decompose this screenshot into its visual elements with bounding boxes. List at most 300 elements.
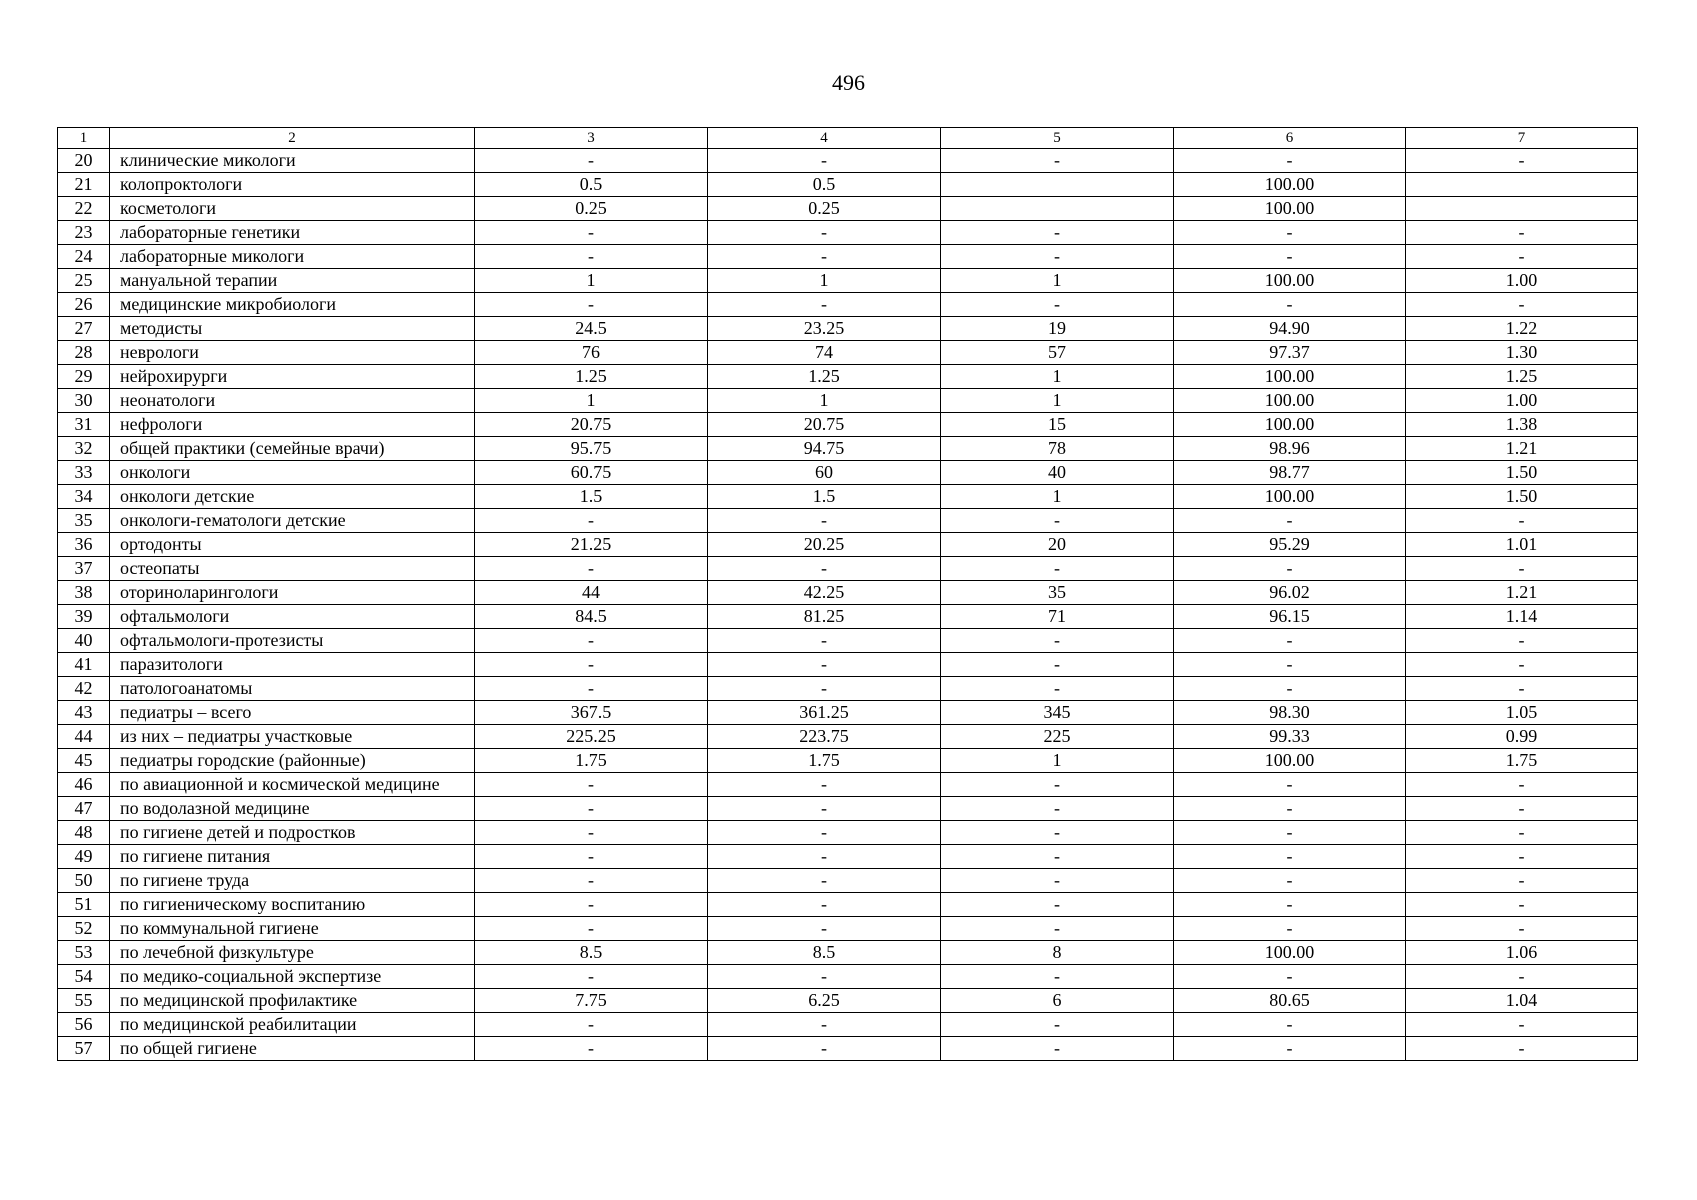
table-row bbox=[58, 293, 1638, 317]
header-cell-col-3: 3 bbox=[475, 128, 708, 149]
value-cell-col-4: 81.25 bbox=[708, 605, 941, 629]
value-cell-col-4: 23.25 bbox=[708, 317, 941, 341]
value-cell-col-4: - bbox=[708, 293, 941, 317]
value-cell-col-6: 100.00 bbox=[1174, 197, 1406, 221]
value-cell-col-6: - bbox=[1174, 845, 1406, 869]
table-row bbox=[58, 197, 1638, 221]
value-cell-col-5: 20 bbox=[941, 533, 1174, 557]
value-cell-col-6: 96.15 bbox=[1174, 605, 1406, 629]
value-cell-col-4: 94.75 bbox=[708, 437, 941, 461]
row-number-cell: 34 bbox=[58, 485, 110, 509]
value-cell-col-4: 74 bbox=[708, 341, 941, 365]
value-cell-col-3: 21.25 bbox=[475, 533, 708, 557]
value-cell-col-6: - bbox=[1174, 869, 1406, 893]
value-cell-col-5: - bbox=[941, 1013, 1174, 1037]
table-row bbox=[58, 629, 1638, 653]
value-cell-col-3: 1 bbox=[475, 269, 708, 293]
value-cell-col-4: 1 bbox=[708, 389, 941, 413]
value-cell-col-3: 1.5 bbox=[475, 485, 708, 509]
row-number-cell: 49 bbox=[58, 845, 110, 869]
value-cell-col-5: 1 bbox=[941, 749, 1174, 773]
value-cell-col-5: - bbox=[941, 869, 1174, 893]
row-number-cell: 56 bbox=[58, 1013, 110, 1037]
specialty-name-cell: онкологи детские bbox=[110, 485, 475, 509]
table-row bbox=[58, 941, 1638, 965]
table-row bbox=[58, 365, 1638, 389]
value-cell-col-5: 40 bbox=[941, 461, 1174, 485]
specialty-name-cell: оториноларингологи bbox=[110, 581, 475, 605]
specialty-name-cell: остеопаты bbox=[110, 557, 475, 581]
specialty-name-cell: педиатры городские (районные) bbox=[110, 749, 475, 773]
value-cell-col-6: - bbox=[1174, 629, 1406, 653]
table-body bbox=[58, 149, 1638, 1061]
value-cell-col-3: 1.75 bbox=[475, 749, 708, 773]
table-row bbox=[58, 989, 1638, 1013]
value-cell-col-7: - bbox=[1406, 221, 1638, 245]
value-cell-col-6: - bbox=[1174, 773, 1406, 797]
value-cell-col-6: - bbox=[1174, 821, 1406, 845]
specialty-name-cell: офтальмологи bbox=[110, 605, 475, 629]
value-cell-col-4: - bbox=[708, 845, 941, 869]
value-cell-col-4: - bbox=[708, 773, 941, 797]
specialty-name-cell: по лечебной физкультуре bbox=[110, 941, 475, 965]
value-cell-col-3: 367.5 bbox=[475, 701, 708, 725]
value-cell-col-3: - bbox=[475, 773, 708, 797]
row-number-cell: 29 bbox=[58, 365, 110, 389]
value-cell-col-6: 98.77 bbox=[1174, 461, 1406, 485]
value-cell-col-5: - bbox=[941, 821, 1174, 845]
value-cell-col-6: 100.00 bbox=[1174, 389, 1406, 413]
value-cell-col-5: 15 bbox=[941, 413, 1174, 437]
value-cell-col-5: 1 bbox=[941, 389, 1174, 413]
value-cell-col-7 bbox=[1406, 197, 1638, 221]
value-cell-col-3: 1.25 bbox=[475, 365, 708, 389]
table-row bbox=[58, 653, 1638, 677]
value-cell-col-5: - bbox=[941, 245, 1174, 269]
header-cell-col-4: 4 bbox=[708, 128, 941, 149]
value-cell-col-6: - bbox=[1174, 1013, 1406, 1037]
row-number-cell: 55 bbox=[58, 989, 110, 1013]
value-cell-col-6: - bbox=[1174, 677, 1406, 701]
table-row bbox=[58, 269, 1638, 293]
specialty-name-cell: педиатры – всего bbox=[110, 701, 475, 725]
value-cell-col-6: - bbox=[1174, 965, 1406, 989]
value-cell-col-5: - bbox=[941, 893, 1174, 917]
table-row bbox=[58, 581, 1638, 605]
value-cell-col-7: - bbox=[1406, 893, 1638, 917]
value-cell-col-4: - bbox=[708, 653, 941, 677]
value-cell-col-4: - bbox=[708, 893, 941, 917]
row-number-cell: 30 bbox=[58, 389, 110, 413]
value-cell-col-4: 1 bbox=[708, 269, 941, 293]
value-cell-col-6: - bbox=[1174, 221, 1406, 245]
value-cell-col-4: - bbox=[708, 629, 941, 653]
specialty-name-cell: по медицинской профилактике bbox=[110, 989, 475, 1013]
value-cell-col-4: 361.25 bbox=[708, 701, 941, 725]
specialty-name-cell: по гигиене детей и подростков bbox=[110, 821, 475, 845]
header-cell-col-7: 7 bbox=[1406, 128, 1638, 149]
row-number-cell: 20 bbox=[58, 149, 110, 173]
value-cell-col-5: 35 bbox=[941, 581, 1174, 605]
value-cell-col-4: 20.25 bbox=[708, 533, 941, 557]
value-cell-col-4: - bbox=[708, 221, 941, 245]
value-cell-col-7: 1.00 bbox=[1406, 269, 1638, 293]
value-cell-col-3: 84.5 bbox=[475, 605, 708, 629]
value-cell-col-5: - bbox=[941, 557, 1174, 581]
value-cell-col-5: - bbox=[941, 509, 1174, 533]
value-cell-col-6: 80.65 bbox=[1174, 989, 1406, 1013]
row-number-cell: 57 bbox=[58, 1037, 110, 1061]
value-cell-col-4: 60 bbox=[708, 461, 941, 485]
table-row bbox=[58, 437, 1638, 461]
table-row bbox=[58, 821, 1638, 845]
value-cell-col-7: - bbox=[1406, 1013, 1638, 1037]
value-cell-col-7: - bbox=[1406, 677, 1638, 701]
value-cell-col-7: - bbox=[1406, 773, 1638, 797]
row-number-cell: 39 bbox=[58, 605, 110, 629]
value-cell-col-6: 100.00 bbox=[1174, 941, 1406, 965]
value-cell-col-6: 100.00 bbox=[1174, 485, 1406, 509]
value-cell-col-5: 57 bbox=[941, 341, 1174, 365]
specialty-name-cell: медицинские микробиологи bbox=[110, 293, 475, 317]
table-row bbox=[58, 773, 1638, 797]
specialty-name-cell: косметологи bbox=[110, 197, 475, 221]
header-row bbox=[58, 128, 1638, 149]
row-number-cell: 42 bbox=[58, 677, 110, 701]
specialty-name-cell: по гигиеническому воспитанию bbox=[110, 893, 475, 917]
specialty-name-cell: по гигиене питания bbox=[110, 845, 475, 869]
table-row bbox=[58, 605, 1638, 629]
value-cell-col-4: - bbox=[708, 869, 941, 893]
value-cell-col-5: 71 bbox=[941, 605, 1174, 629]
value-cell-col-3: - bbox=[475, 509, 708, 533]
value-cell-col-5: - bbox=[941, 845, 1174, 869]
value-cell-col-5: 1 bbox=[941, 485, 1174, 509]
value-cell-col-6: - bbox=[1174, 1037, 1406, 1061]
value-cell-col-7: - bbox=[1406, 245, 1638, 269]
row-number-cell: 48 bbox=[58, 821, 110, 845]
value-cell-col-5: - bbox=[941, 917, 1174, 941]
value-cell-col-7: - bbox=[1406, 821, 1638, 845]
table-row bbox=[58, 389, 1638, 413]
value-cell-col-5 bbox=[941, 173, 1174, 197]
value-cell-col-7: - bbox=[1406, 1037, 1638, 1061]
row-number-cell: 44 bbox=[58, 725, 110, 749]
table-row bbox=[58, 221, 1638, 245]
value-cell-col-4: 0.5 bbox=[708, 173, 941, 197]
value-cell-col-3: - bbox=[475, 1037, 708, 1061]
value-cell-col-3: 24.5 bbox=[475, 317, 708, 341]
value-cell-col-5: 1 bbox=[941, 269, 1174, 293]
value-cell-col-4: 223.75 bbox=[708, 725, 941, 749]
value-cell-col-7: - bbox=[1406, 653, 1638, 677]
specialty-name-cell: лабораторные микологи bbox=[110, 245, 475, 269]
value-cell-col-5: - bbox=[941, 149, 1174, 173]
specialty-name-cell: по авиационной и космической медицине bbox=[110, 773, 475, 797]
row-number-cell: 22 bbox=[58, 197, 110, 221]
value-cell-col-7: - bbox=[1406, 557, 1638, 581]
value-cell-col-3: - bbox=[475, 917, 708, 941]
specialty-name-cell: паразитологи bbox=[110, 653, 475, 677]
value-cell-col-4: 6.25 bbox=[708, 989, 941, 1013]
value-cell-col-6: - bbox=[1174, 917, 1406, 941]
row-number-cell: 45 bbox=[58, 749, 110, 773]
table-row bbox=[58, 917, 1638, 941]
value-cell-col-3: 7.75 bbox=[475, 989, 708, 1013]
value-cell-col-6: 96.02 bbox=[1174, 581, 1406, 605]
table-row bbox=[58, 677, 1638, 701]
value-cell-col-4: 0.25 bbox=[708, 197, 941, 221]
specialty-name-cell: мануальной терапии bbox=[110, 269, 475, 293]
specialty-name-cell: онкологи bbox=[110, 461, 475, 485]
value-cell-col-3: - bbox=[475, 245, 708, 269]
specialty-name-cell: по медико-социальной экспертизе bbox=[110, 965, 475, 989]
specialty-name-cell: методисты bbox=[110, 317, 475, 341]
value-cell-col-6: 99.33 bbox=[1174, 725, 1406, 749]
row-number-cell: 54 bbox=[58, 965, 110, 989]
row-number-cell: 28 bbox=[58, 341, 110, 365]
specialty-name-cell: офтальмологи-протезисты bbox=[110, 629, 475, 653]
value-cell-col-5: - bbox=[941, 797, 1174, 821]
value-cell-col-6: 94.90 bbox=[1174, 317, 1406, 341]
value-cell-col-7: 1.22 bbox=[1406, 317, 1638, 341]
specialty-name-cell: общей практики (семейные врачи) bbox=[110, 437, 475, 461]
value-cell-col-7: 0.99 bbox=[1406, 725, 1638, 749]
specialty-name-cell: по медицинской реабилитации bbox=[110, 1013, 475, 1037]
specialty-name-cell: патологоанатомы bbox=[110, 677, 475, 701]
value-cell-col-7: 1.04 bbox=[1406, 989, 1638, 1013]
value-cell-col-7: - bbox=[1406, 965, 1638, 989]
value-cell-col-6: 98.30 bbox=[1174, 701, 1406, 725]
row-number-cell: 43 bbox=[58, 701, 110, 725]
value-cell-col-6: - bbox=[1174, 293, 1406, 317]
row-number-cell: 47 bbox=[58, 797, 110, 821]
row-number-cell: 33 bbox=[58, 461, 110, 485]
value-cell-col-4: 42.25 bbox=[708, 581, 941, 605]
value-cell-col-6: - bbox=[1174, 149, 1406, 173]
value-cell-col-4: 1.25 bbox=[708, 365, 941, 389]
row-number-cell: 24 bbox=[58, 245, 110, 269]
value-cell-col-7: - bbox=[1406, 509, 1638, 533]
value-cell-col-7: 1.05 bbox=[1406, 701, 1638, 725]
specialty-name-cell: неонатологи bbox=[110, 389, 475, 413]
value-cell-col-4: - bbox=[708, 149, 941, 173]
value-cell-col-6: - bbox=[1174, 893, 1406, 917]
table-header bbox=[58, 128, 1638, 149]
value-cell-col-7 bbox=[1406, 173, 1638, 197]
specialty-name-cell: неврологи bbox=[110, 341, 475, 365]
specialty-name-cell: клинические микологи bbox=[110, 149, 475, 173]
header-cell-col-1: 1 bbox=[58, 128, 110, 149]
table-row bbox=[58, 965, 1638, 989]
specialty-name-cell: нефрологи bbox=[110, 413, 475, 437]
table-row bbox=[58, 149, 1638, 173]
value-cell-col-5: - bbox=[941, 773, 1174, 797]
value-cell-col-6: - bbox=[1174, 509, 1406, 533]
table-row bbox=[58, 509, 1638, 533]
table-row bbox=[58, 797, 1638, 821]
value-cell-col-5: - bbox=[941, 629, 1174, 653]
value-cell-col-6: - bbox=[1174, 653, 1406, 677]
row-number-cell: 36 bbox=[58, 533, 110, 557]
specialty-name-cell: из них – педиатры участковые bbox=[110, 725, 475, 749]
specialty-name-cell: по коммунальной гигиене bbox=[110, 917, 475, 941]
value-cell-col-4: - bbox=[708, 821, 941, 845]
value-cell-col-7: 1.14 bbox=[1406, 605, 1638, 629]
table-row bbox=[58, 725, 1638, 749]
value-cell-col-3: 0.25 bbox=[475, 197, 708, 221]
table-row bbox=[58, 869, 1638, 893]
table-row bbox=[58, 461, 1638, 485]
row-number-cell: 41 bbox=[58, 653, 110, 677]
value-cell-col-7: 1.75 bbox=[1406, 749, 1638, 773]
value-cell-col-4: 1.75 bbox=[708, 749, 941, 773]
row-number-cell: 52 bbox=[58, 917, 110, 941]
table-row bbox=[58, 173, 1638, 197]
specialty-name-cell: онкологи-гематологи детские bbox=[110, 509, 475, 533]
value-cell-col-3: 1 bbox=[475, 389, 708, 413]
header-cell-col-5: 5 bbox=[941, 128, 1174, 149]
table-row bbox=[58, 845, 1638, 869]
value-cell-col-7: 1.50 bbox=[1406, 461, 1638, 485]
value-cell-col-5: - bbox=[941, 1037, 1174, 1061]
specialty-name-cell: по водолазной медицине bbox=[110, 797, 475, 821]
value-cell-col-6: 100.00 bbox=[1174, 749, 1406, 773]
value-cell-col-7: 1.50 bbox=[1406, 485, 1638, 509]
table-row bbox=[58, 485, 1638, 509]
value-cell-col-6: - bbox=[1174, 797, 1406, 821]
row-number-cell: 25 bbox=[58, 269, 110, 293]
row-number-cell: 53 bbox=[58, 941, 110, 965]
value-cell-col-3: - bbox=[475, 221, 708, 245]
table-row bbox=[58, 413, 1638, 437]
value-cell-col-3: - bbox=[475, 869, 708, 893]
value-cell-col-7: 1.30 bbox=[1406, 341, 1638, 365]
value-cell-col-3: - bbox=[475, 557, 708, 581]
table-row bbox=[58, 1013, 1638, 1037]
value-cell-col-5: - bbox=[941, 677, 1174, 701]
value-cell-col-3: 95.75 bbox=[475, 437, 708, 461]
value-cell-col-5: - bbox=[941, 965, 1174, 989]
value-cell-col-5: 19 bbox=[941, 317, 1174, 341]
value-cell-col-3: 76 bbox=[475, 341, 708, 365]
row-number-cell: 35 bbox=[58, 509, 110, 533]
value-cell-col-6: 98.96 bbox=[1174, 437, 1406, 461]
value-cell-col-7: - bbox=[1406, 149, 1638, 173]
row-number-cell: 51 bbox=[58, 893, 110, 917]
value-cell-col-7: 1.01 bbox=[1406, 533, 1638, 557]
value-cell-col-3: - bbox=[475, 653, 708, 677]
specialty-name-cell: по гигиене труда bbox=[110, 869, 475, 893]
value-cell-col-4: - bbox=[708, 917, 941, 941]
value-cell-col-7: - bbox=[1406, 917, 1638, 941]
value-cell-col-3: - bbox=[475, 965, 708, 989]
value-cell-col-6: 100.00 bbox=[1174, 269, 1406, 293]
value-cell-col-4: - bbox=[708, 1037, 941, 1061]
value-cell-col-6: 97.37 bbox=[1174, 341, 1406, 365]
value-cell-col-3: 44 bbox=[475, 581, 708, 605]
value-cell-col-3: 225.25 bbox=[475, 725, 708, 749]
value-cell-col-5 bbox=[941, 197, 1174, 221]
value-cell-col-4: - bbox=[708, 557, 941, 581]
value-cell-col-6: 100.00 bbox=[1174, 365, 1406, 389]
value-cell-col-3: - bbox=[475, 845, 708, 869]
row-number-cell: 38 bbox=[58, 581, 110, 605]
value-cell-col-4: - bbox=[708, 797, 941, 821]
value-cell-col-3: - bbox=[475, 293, 708, 317]
value-cell-col-4: 1.5 bbox=[708, 485, 941, 509]
value-cell-col-3: - bbox=[475, 1013, 708, 1037]
table-row bbox=[58, 557, 1638, 581]
value-cell-col-3: - bbox=[475, 821, 708, 845]
value-cell-col-4: - bbox=[708, 677, 941, 701]
page-number: 496 bbox=[832, 70, 865, 95]
value-cell-col-5: 1 bbox=[941, 365, 1174, 389]
row-number-cell: 32 bbox=[58, 437, 110, 461]
table-row bbox=[58, 701, 1638, 725]
value-cell-col-7: - bbox=[1406, 845, 1638, 869]
specialty-name-cell: лабораторные генетики bbox=[110, 221, 475, 245]
value-cell-col-6: 95.29 bbox=[1174, 533, 1406, 557]
row-number-cell: 40 bbox=[58, 629, 110, 653]
value-cell-col-5: - bbox=[941, 293, 1174, 317]
table-row bbox=[58, 893, 1638, 917]
value-cell-col-3: - bbox=[475, 893, 708, 917]
table-row bbox=[58, 749, 1638, 773]
table-row bbox=[58, 317, 1638, 341]
value-cell-col-3: - bbox=[475, 677, 708, 701]
value-cell-col-5: 8 bbox=[941, 941, 1174, 965]
data-table bbox=[57, 127, 1638, 1061]
row-number-cell: 26 bbox=[58, 293, 110, 317]
row-number-cell: 31 bbox=[58, 413, 110, 437]
value-cell-col-5: 225 bbox=[941, 725, 1174, 749]
value-cell-col-7: 1.06 bbox=[1406, 941, 1638, 965]
value-cell-col-7: 1.38 bbox=[1406, 413, 1638, 437]
value-cell-col-5: 345 bbox=[941, 701, 1174, 725]
specialty-name-cell: колопроктологи bbox=[110, 173, 475, 197]
value-cell-col-3: 60.75 bbox=[475, 461, 708, 485]
value-cell-col-7: - bbox=[1406, 293, 1638, 317]
specialty-name-cell: по общей гигиене bbox=[110, 1037, 475, 1061]
header-cell-col-2: 2 bbox=[110, 128, 475, 149]
value-cell-col-3: 0.5 bbox=[475, 173, 708, 197]
value-cell-col-6: - bbox=[1174, 557, 1406, 581]
header-cell-col-6: 6 bbox=[1174, 128, 1406, 149]
table-row bbox=[58, 341, 1638, 365]
value-cell-col-6: 100.00 bbox=[1174, 173, 1406, 197]
value-cell-col-6: - bbox=[1174, 245, 1406, 269]
value-cell-col-4: - bbox=[708, 965, 941, 989]
value-cell-col-4: 20.75 bbox=[708, 413, 941, 437]
value-cell-col-7: 1.21 bbox=[1406, 437, 1638, 461]
value-cell-col-5: 6 bbox=[941, 989, 1174, 1013]
value-cell-col-5: - bbox=[941, 653, 1174, 677]
value-cell-col-3: - bbox=[475, 629, 708, 653]
value-cell-col-4: - bbox=[708, 1013, 941, 1037]
value-cell-col-7: 1.00 bbox=[1406, 389, 1638, 413]
value-cell-col-3: - bbox=[475, 797, 708, 821]
table-row bbox=[58, 245, 1638, 269]
row-number-cell: 23 bbox=[58, 221, 110, 245]
specialty-name-cell: ортодонты bbox=[110, 533, 475, 557]
value-cell-col-5: 78 bbox=[941, 437, 1174, 461]
value-cell-col-4: 8.5 bbox=[708, 941, 941, 965]
value-cell-col-7: 1.21 bbox=[1406, 581, 1638, 605]
row-number-cell: 27 bbox=[58, 317, 110, 341]
row-number-cell: 21 bbox=[58, 173, 110, 197]
value-cell-col-5: - bbox=[941, 221, 1174, 245]
